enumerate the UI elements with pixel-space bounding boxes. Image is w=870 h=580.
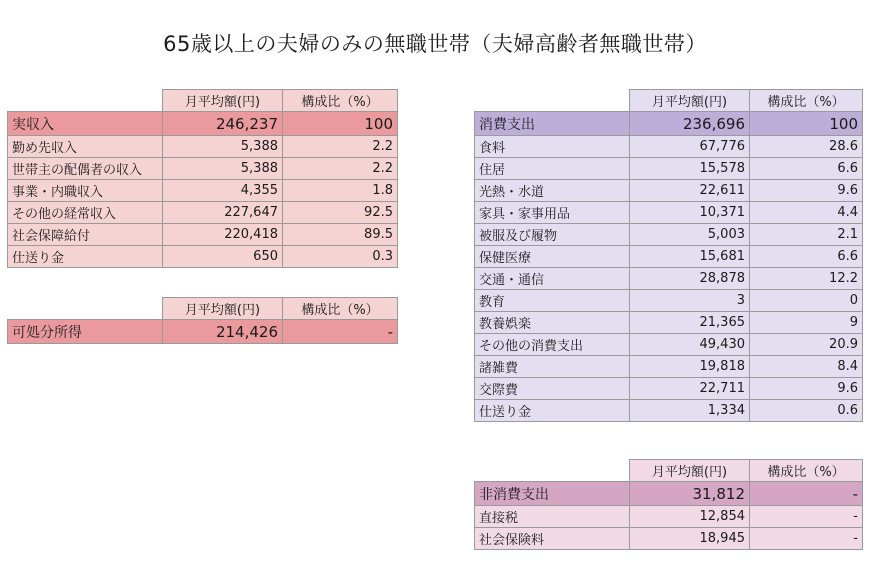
row-ratio: - [750, 506, 863, 528]
row-amount: 5,003 [630, 224, 750, 246]
row-label: 社会保険料 [475, 528, 630, 550]
row-label: 世帯主の配偶者の収入 [8, 158, 163, 180]
row-label: 保健医療 [475, 246, 630, 268]
row-amount: 15,681 [630, 246, 750, 268]
row-label: 消費支出 [475, 112, 630, 136]
row-label: 社会保障給付 [8, 224, 163, 246]
row-amount: 21,365 [630, 312, 750, 334]
header-ratio: 構成比（%） [750, 90, 863, 112]
row-amount: 5,388 [163, 136, 283, 158]
row-amount: 31,812 [630, 482, 750, 506]
row-amount: 67,776 [630, 136, 750, 158]
table-row [475, 312, 863, 334]
table-header-row [475, 90, 863, 112]
header-ratio: 構成比（%） [283, 90, 398, 112]
table-row [8, 202, 398, 224]
row-label: 事業・内職収入 [8, 180, 163, 202]
row-label: 非消費支出 [475, 482, 630, 506]
row-ratio: 100 [283, 112, 398, 136]
header-monthly-avg: 月平均額(円) [163, 298, 283, 320]
row-amount: 1,334 [630, 400, 750, 422]
table-row [8, 136, 398, 158]
row-label: 交際費 [475, 378, 630, 400]
row-ratio: 0.3 [283, 246, 398, 268]
table-row [475, 268, 863, 290]
row-ratio: 9 [750, 312, 863, 334]
row-label: 仕送り金 [8, 246, 163, 268]
row-amount: 18,945 [630, 528, 750, 550]
header-blank [8, 90, 163, 112]
table-row [475, 356, 863, 378]
row-label: 勤め先収入 [8, 136, 163, 158]
row-ratio: 8.4 [750, 356, 863, 378]
row-label: 可処分所得 [8, 320, 163, 344]
row-amount: 10,371 [630, 202, 750, 224]
row-ratio: - [283, 320, 398, 344]
table-row [475, 400, 863, 422]
table-header-row [8, 298, 398, 320]
row-ratio: 12.2 [750, 268, 863, 290]
row-ratio: 0.6 [750, 400, 863, 422]
row-ratio: 6.6 [750, 246, 863, 268]
row-ratio: 9.6 [750, 180, 863, 202]
row-amount: 227,647 [163, 202, 283, 224]
row-ratio: 100 [750, 112, 863, 136]
table-row [475, 136, 863, 158]
row-amount: 214,426 [163, 320, 283, 344]
table-row [475, 334, 863, 356]
row-ratio: 2.1 [750, 224, 863, 246]
consumption-table [474, 89, 863, 422]
header-blank [475, 460, 630, 482]
header-monthly-avg: 月平均額(円) [630, 90, 750, 112]
row-ratio: 2.2 [283, 158, 398, 180]
row-ratio: - [750, 528, 863, 550]
table-row [475, 482, 863, 506]
row-label: 住居 [475, 158, 630, 180]
table-row [475, 180, 863, 202]
table-row [475, 202, 863, 224]
table-row [475, 158, 863, 180]
table-row [475, 246, 863, 268]
table-row [475, 506, 863, 528]
table-header-row [8, 90, 398, 112]
row-ratio: 0 [750, 290, 863, 312]
row-label: 仕送り金 [475, 400, 630, 422]
row-label: 交通・通信 [475, 268, 630, 290]
row-amount: 19,818 [630, 356, 750, 378]
table-row [8, 180, 398, 202]
row-ratio: 4.4 [750, 202, 863, 224]
row-amount: 650 [163, 246, 283, 268]
row-ratio: 6.6 [750, 158, 863, 180]
page-title: 65歳以上の夫婦のみの無職世帯（夫婦高齢者無職世帯） [163, 32, 707, 56]
table-row [475, 112, 863, 136]
row-amount: 12,854 [630, 506, 750, 528]
header-ratio: 構成比（%） [750, 460, 863, 482]
row-amount: 49,430 [630, 334, 750, 356]
header-ratio: 構成比（%） [283, 298, 398, 320]
row-label: 家具・家事用品 [475, 202, 630, 224]
header-blank [8, 298, 163, 320]
row-ratio: 89.5 [283, 224, 398, 246]
table-header-row [475, 460, 863, 482]
row-label: 教育 [475, 290, 630, 312]
row-amount: 22,711 [630, 378, 750, 400]
row-amount: 246,237 [163, 112, 283, 136]
table-row [475, 528, 863, 550]
table-row [8, 158, 398, 180]
row-ratio: 20.9 [750, 334, 863, 356]
row-ratio: 1.8 [283, 180, 398, 202]
disposable-income-table [7, 297, 398, 344]
header-monthly-avg: 月平均額(円) [630, 460, 750, 482]
table-row [8, 320, 398, 344]
row-amount: 28,878 [630, 268, 750, 290]
row-amount: 3 [630, 290, 750, 312]
row-ratio: 92.5 [283, 202, 398, 224]
row-amount: 22,611 [630, 180, 750, 202]
row-label: 諸雑費 [475, 356, 630, 378]
row-label: 直接税 [475, 506, 630, 528]
row-ratio: - [750, 482, 863, 506]
income-table [7, 89, 398, 268]
row-amount: 5,388 [163, 158, 283, 180]
table-row [8, 224, 398, 246]
row-label: 光熱・水道 [475, 180, 630, 202]
row-ratio: 28.6 [750, 136, 863, 158]
table-row [8, 112, 398, 136]
header-blank [475, 90, 630, 112]
row-ratio: 2.2 [283, 136, 398, 158]
row-amount: 15,578 [630, 158, 750, 180]
row-amount: 220,418 [163, 224, 283, 246]
row-label: 被服及び履物 [475, 224, 630, 246]
row-amount: 236,696 [630, 112, 750, 136]
table-row [475, 224, 863, 246]
table-row [8, 246, 398, 268]
row-ratio: 9.6 [750, 378, 863, 400]
row-label: その他の経常収入 [8, 202, 163, 224]
row-label: 食料 [475, 136, 630, 158]
row-amount: 4,355 [163, 180, 283, 202]
table-row [475, 290, 863, 312]
row-label: その他の消費支出 [475, 334, 630, 356]
header-monthly-avg: 月平均額(円) [163, 90, 283, 112]
row-label: 教養娯楽 [475, 312, 630, 334]
table-row [475, 378, 863, 400]
row-label: 実収入 [8, 112, 163, 136]
non-consumption-table [474, 459, 863, 550]
